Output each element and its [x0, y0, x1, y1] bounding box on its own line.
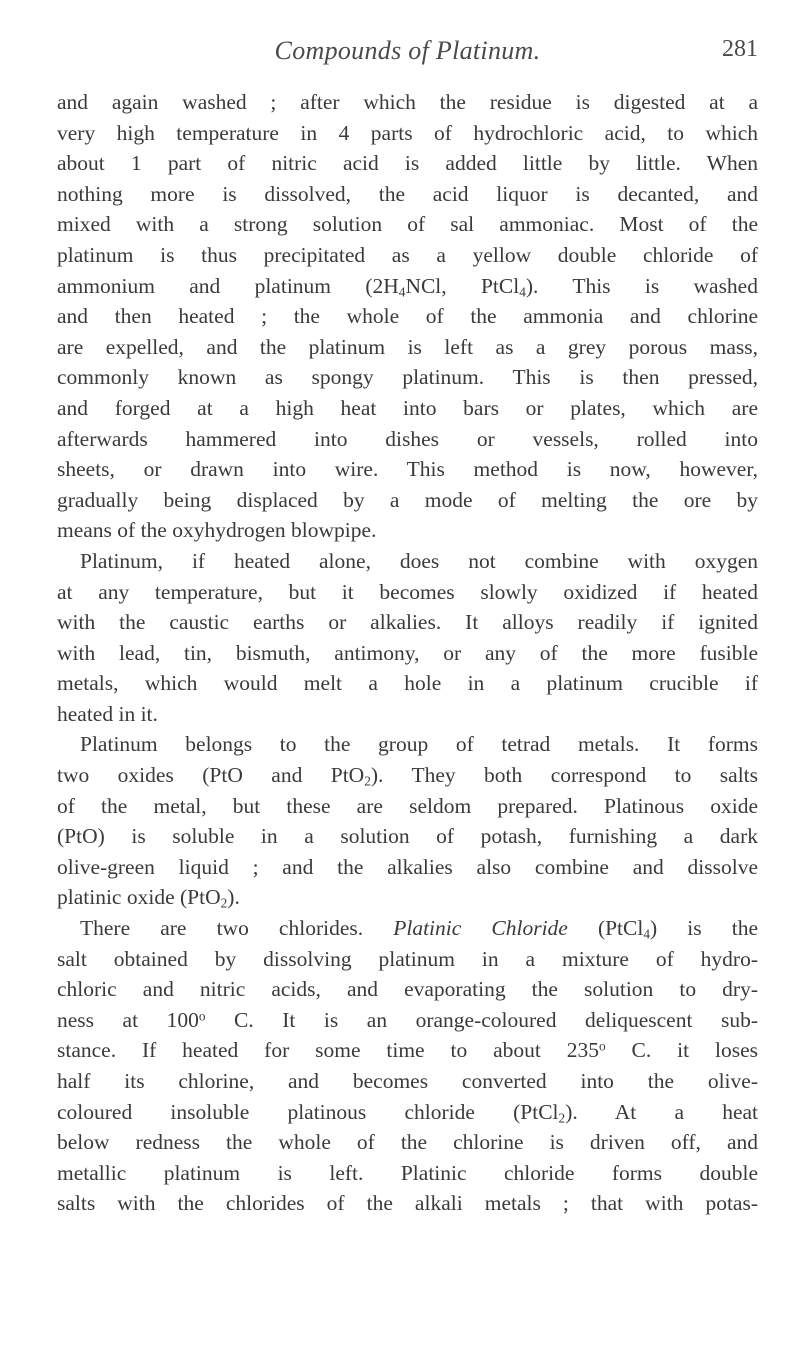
text-line: ammonium and platinum ($2H_4NCl$, PtCl$_4$). This is washed	[57, 273, 758, 299]
page-number: 281	[722, 36, 758, 62]
paragraph-start: There are two chlorides. Platinic Chloride (PtCl$_4$) is the	[80, 916, 758, 942]
text-line: heated in it.	[57, 701, 158, 726]
text-line: with lead, tin, bismuth, antimony, or any of the more fusible	[57, 640, 758, 665]
text-line: below redness the whole of the chlorine is driven off, and	[57, 1130, 758, 1155]
text-line: half its chlorine, and becomes converted into the olive-	[57, 1069, 758, 1093]
text-line: means of the oxyhydrogen blowpipe.	[57, 518, 377, 543]
paragraph-start: Platinum belongs to the group of tetrad metals. It forms	[80, 732, 758, 757]
text-line: gradually being displaced by a mode of melting the ore by	[57, 487, 758, 512]
text-line: stance. If heated for some time to about 235$^o$ C. it loses	[57, 1038, 758, 1063]
text-line: olive-green liquid ; and the alkalies also combine and dissolve	[57, 854, 758, 879]
text-line: chloric and nitric acids, and evaporating the solution to dry-	[57, 977, 758, 1002]
text-line: nothing more is dissolved, the acid liquor is decanted, and	[57, 181, 758, 206]
text-line: and again washed ; after which the residue is digested at a	[57, 90, 758, 114]
text-line: are expelled, and the platinum is left as a grey porous mass,	[57, 334, 758, 359]
text-line: and then heated ; the whole of the ammonia and chlorine	[57, 304, 758, 329]
text-line: platinic oxide (PtO$_2$).	[57, 885, 240, 911]
text-line: commonly known as spongy platinum. This is then pressed,	[57, 365, 758, 390]
text-line: salts with the chlorides of the alkali metals ; that with potas-	[57, 1191, 758, 1216]
text-line: metals, which would melt a hole in a platinum crucible if	[57, 671, 758, 696]
text-line: very high temperature in 4 parts of hydrochloric acid, to which	[57, 120, 758, 145]
text-line: (PtO) is soluble in a solution of potash, furnishing a dark	[57, 824, 758, 849]
running-title: Compounds of Platinum.	[274, 36, 541, 65]
text-line: sheets, or drawn into wire. This method is now, however,	[57, 457, 758, 482]
text-line: ness at 100$^o$ C. It is an orange-coloured deliquescent sub-	[57, 1007, 759, 1032]
text-line: platinum is thus precipitated as a yellow double chloride of	[57, 242, 758, 267]
text-line: metallic platinum is left. Platinic chloride forms double	[57, 1160, 758, 1185]
text-line: coloured insoluble platinous chloride (PtCl$_2$). At a heat	[57, 1099, 758, 1125]
page-header	[57, 36, 758, 72]
paragraph-start: Platinum, if heated alone, does not combine with oxygen	[80, 548, 758, 573]
text-line: two oxides (PtO and PtO$_2$). They both correspond to salts	[57, 763, 759, 789]
text-line: salt obtained by dissolving platinum in a mixture of hydro-	[57, 946, 758, 971]
text-line: and forged at a high heat into bars or plates, which are	[57, 395, 758, 420]
text-line: at any temperature, but it becomes slowly oxidized if heated	[57, 579, 758, 604]
text-line: of the metal, but these are seldom prepared. Platinous oxide	[57, 793, 758, 818]
text-line: afterwards hammered into dishes or vessels, rolled into	[57, 426, 758, 451]
text-line: mixed with a strong solution of sal ammoniac. Most of the	[57, 212, 758, 237]
text-line: about 1 part of nitric acid is added little by little. When	[57, 151, 758, 176]
body-text	[57, 87, 758, 1219]
text-line: with the caustic earths or alkalies. It alloys readily if ignited	[57, 610, 758, 635]
